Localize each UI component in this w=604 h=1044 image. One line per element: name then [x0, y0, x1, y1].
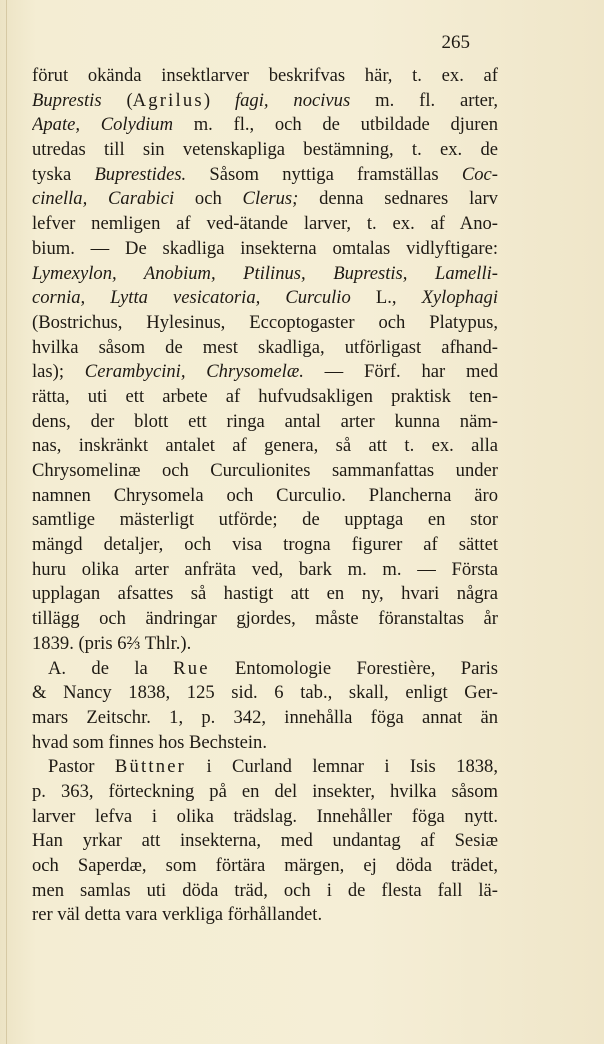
- text-line: [32, 607, 498, 632]
- text-line: [32, 755, 498, 780]
- text-run: m. fl. arter,: [350, 89, 498, 111]
- text-run: ): [203, 89, 235, 111]
- text-run: 1839. (pris 6⅔ Thlr.).: [32, 632, 192, 654]
- text-run: huru olika arter anfräta ved, bark m. m. — Första: [32, 558, 498, 580]
- text-run: i Curland lemnar i Isis 1838,: [186, 756, 498, 778]
- text-line: [32, 89, 498, 114]
- text-line: [32, 336, 498, 361]
- text-run: m. fl., och de utbildade djuren: [173, 114, 498, 136]
- italic-taxon-text: Buprestides.: [94, 163, 187, 185]
- text-run: — Förf. har med: [303, 361, 498, 383]
- text-run: rätta, uti ett arbete af hufvudsakligen praktisk ten-: [32, 385, 498, 407]
- text-line: [32, 558, 498, 583]
- text-line: [32, 805, 498, 830]
- text-line: [32, 385, 498, 410]
- text-run: och Saperdæ, som förtära märgen, ej döda trädet,: [32, 855, 498, 876]
- italic-taxon-text: Buprestis: [32, 89, 102, 111]
- text-run: & Nancy 1838, 125 sid. 6 tab., skall, enligt Ger-: [32, 682, 498, 704]
- text-run: utredas till sin vetenskapliga bestämning, t. ex. de: [32, 139, 498, 161]
- text-line: [32, 311, 498, 336]
- text-run: hvad som finnes hos Bechstein.: [32, 731, 267, 753]
- text-run: förut okända insektlarver beskrifvas här, t. ex. af: [32, 65, 498, 86]
- text-run: L.,: [350, 287, 422, 309]
- text-run: p. 363, förteckning på en del insekter, hvilka såsom: [32, 780, 498, 802]
- spaced-name-text: Rue: [173, 657, 210, 679]
- text-line: [32, 879, 498, 904]
- text-run: mars Zeitschr. 1, p. 342, innehålla föga annat än: [32, 706, 498, 728]
- text-run: Chrysomelinæ och Curculionites sammanfattas under: [32, 460, 498, 481]
- italic-taxon-text: Xylophagi: [421, 287, 498, 309]
- text-run: tyska: [32, 163, 95, 185]
- text-line: [32, 434, 498, 459]
- text-line: [32, 681, 498, 706]
- text-line: [32, 286, 498, 311]
- text-run: tillägg och ändringar gjordes, måste föranstaltas år: [32, 608, 498, 630]
- text-line: [32, 731, 498, 756]
- text-run: men samlas uti döda träd, och i de flesta fall lä-: [32, 879, 498, 901]
- italic-taxon-text: cinella, Carabici: [32, 188, 175, 210]
- text-run: nas, inskränkt antalet af genera, så att t. ex. alla: [32, 435, 498, 457]
- page-edge-shadow: [6, 0, 7, 1044]
- text-line: [32, 360, 498, 385]
- page-number: 265: [441, 32, 470, 53]
- spaced-name-text: Agrilus: [132, 89, 204, 111]
- text-line: [32, 64, 498, 89]
- text-line: [32, 262, 498, 287]
- text-line: [32, 533, 498, 558]
- italic-taxon-text: Cerambycini, Chrysomelæ.: [84, 361, 304, 383]
- text-run: dens, der blott ett ringa antal arter kunna näm-: [32, 410, 498, 432]
- text-line: [32, 410, 498, 435]
- text-line: [32, 187, 498, 212]
- text-run: Pastor: [48, 756, 115, 778]
- italic-taxon-text: cornia, Lytta vesicatoria, Curculio: [32, 287, 351, 309]
- text-line: [32, 657, 498, 682]
- text-line: [32, 138, 498, 163]
- body-text: [32, 64, 498, 928]
- italic-taxon-text: Clerus;: [242, 188, 299, 210]
- italic-taxon-text: Lymexylon, Anobium, Ptilinus, Buprestis, Lamelli-: [32, 262, 498, 284]
- text-line: [32, 508, 498, 533]
- text-run: mängd detaljer, och visa trogna figurer af sättet: [32, 534, 498, 556]
- text-run: larver lefva i olika trädslag. Innehåller föga nytt.: [32, 805, 498, 827]
- text-line: [32, 163, 498, 188]
- text-line: [32, 113, 498, 138]
- italic-taxon-text: Apate, Colydium: [32, 114, 174, 136]
- text-line: [32, 237, 498, 262]
- text-run: bium. — De skadliga insekterna omtalas vidlyftigare:: [32, 237, 498, 259]
- text-run: och: [174, 188, 243, 210]
- text-run: upplagan afsattes så hastigt att en ny, hvari några: [32, 583, 498, 605]
- text-line: [32, 829, 498, 854]
- italic-taxon-text: Coc-: [461, 163, 498, 185]
- text-run: denna sednares larv: [298, 188, 498, 210]
- text-run: (Bostrichus, Hylesinus, Eccoptogaster och Platypus,: [32, 311, 498, 333]
- text-run: Han yrkar att insekterna, med undantag af Sesiæ: [32, 830, 498, 852]
- text-run: samtlige mästerligt utförde; de upptaga en stor: [32, 509, 498, 531]
- text-line: [32, 780, 498, 805]
- text-line: [32, 459, 498, 484]
- text-run: las);: [32, 361, 85, 383]
- text-run: A. de la: [48, 657, 174, 679]
- text-line: [32, 582, 498, 607]
- italic-taxon-text: fagi, nocivus: [234, 89, 351, 111]
- text-line: [32, 903, 498, 928]
- text-run: (: [101, 89, 133, 111]
- text-run: Entomologie Forestière, Paris: [209, 657, 498, 679]
- text-run: namnen Chrysomela och Curculio. Plancherna äro: [32, 484, 498, 506]
- text-run: rer väl detta vara verkliga förhållandet.: [32, 904, 323, 926]
- text-run: hvilka såsom de mest skadliga, utförligast afhand-: [32, 336, 498, 358]
- text-run: lefver nemligen af ved-ätande larver, t. ex. af Ano-: [32, 213, 498, 235]
- text-line: [32, 706, 498, 731]
- text-line: [32, 484, 498, 509]
- text-line: [32, 212, 498, 237]
- spaced-name-text: Büttner: [114, 756, 187, 778]
- text-run: Såsom nyttiga framställas: [186, 163, 462, 185]
- text-line: [32, 854, 498, 879]
- text-line: [32, 632, 498, 657]
